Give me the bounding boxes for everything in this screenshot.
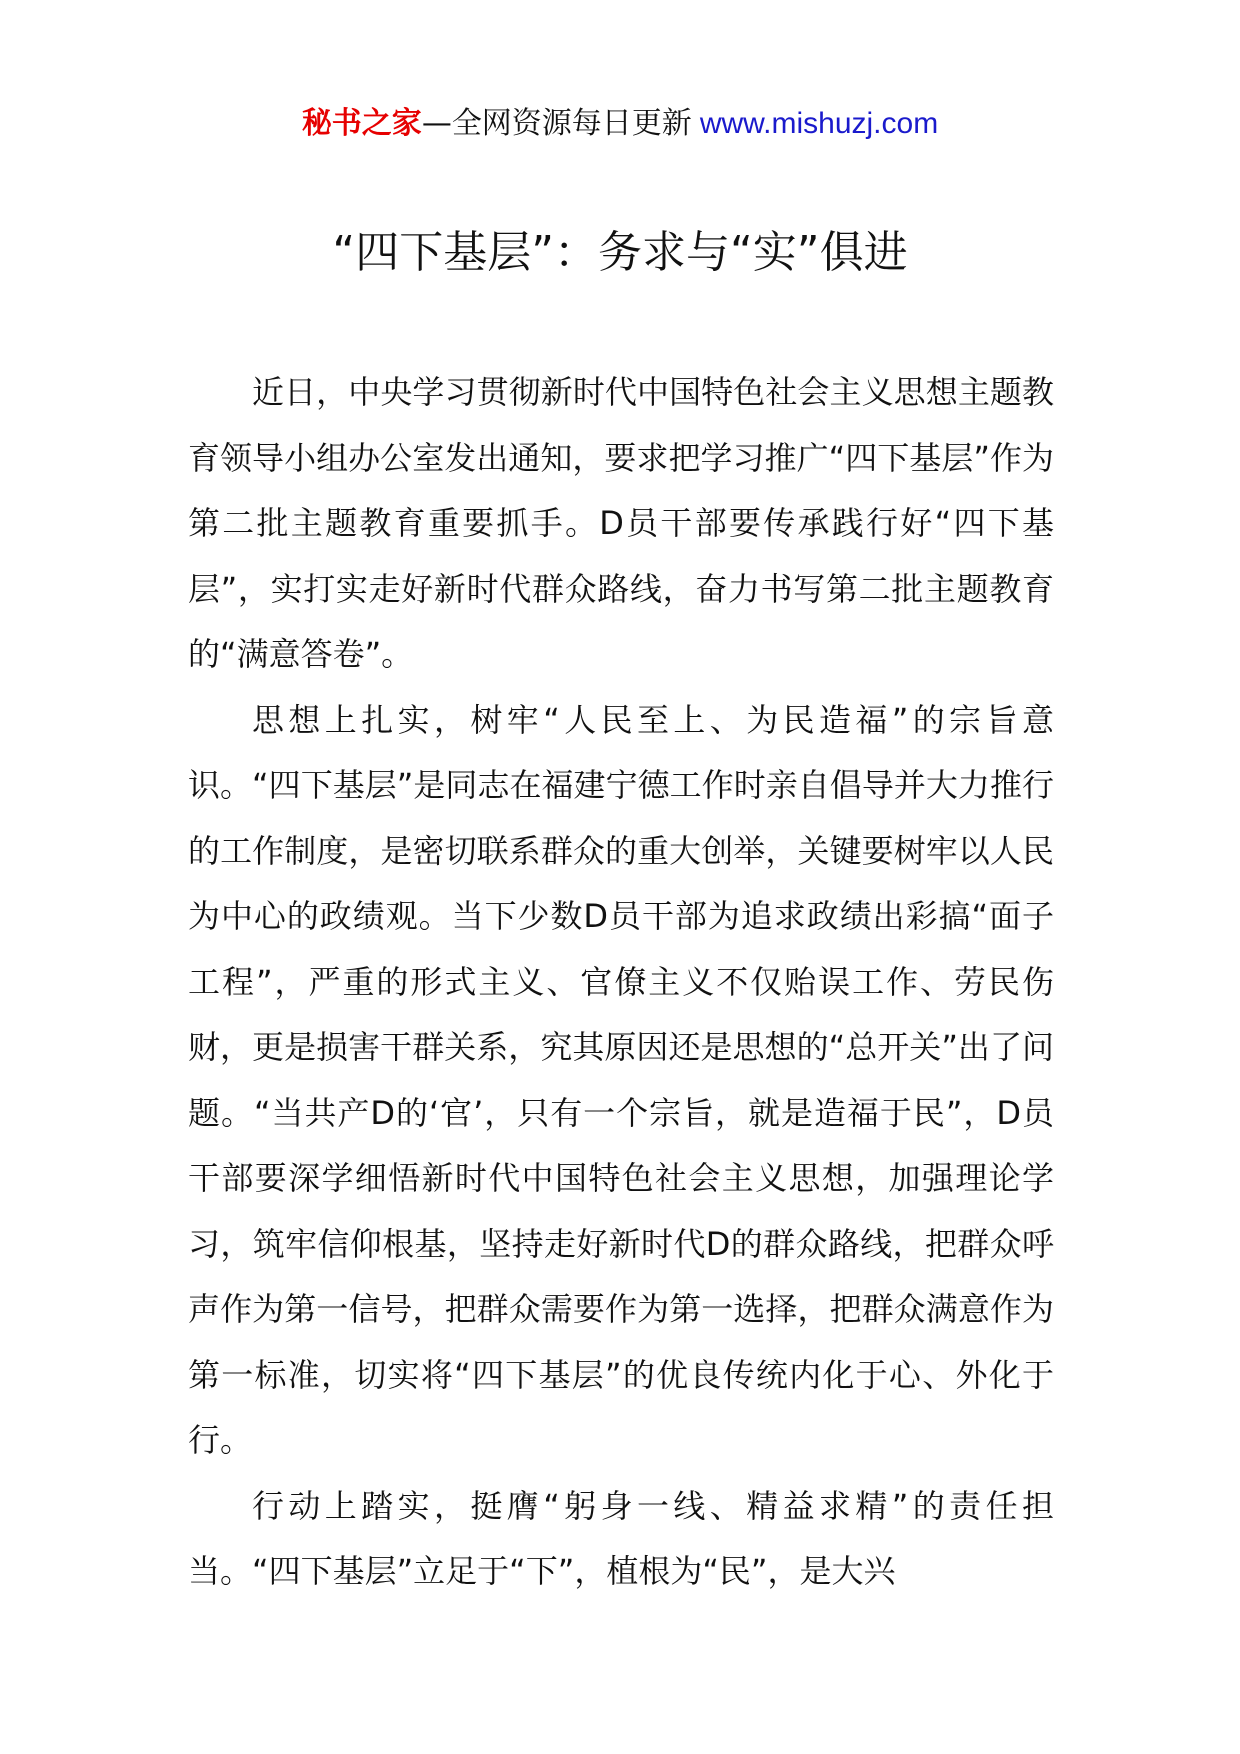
header-slogan: —全网资源每日更新	[421, 106, 692, 141]
article-body	[188, 360, 1054, 1605]
article-title: “四下基层”：务求与“实”俱进	[332, 227, 908, 278]
brand-name: 秘书之家	[301, 106, 422, 141]
site-url-link[interactable]: www.mishuzj.com	[699, 107, 939, 140]
paragraph-action: 行动上踏实，挺膺“躬身一线、精益求精”的责任担当。“四下基层”立足于“下”，植根为“民”，是大兴	[188, 1486, 1054, 1590]
paragraph-ideology: 思想上扎实，树牢“人民至上、为民造福”的宗旨意识。“四下基层”是同志在福建宁德工作时亲自倡导并大力推行的工作制度，是密切联系群众的重大创举，关键要树牢以人民为中心的政绩观。当下少数D员干部为追求政绩出彩搞“面子工程”，严重的形式主义、官僚主义不仅贻误工作、劳民伤财，更是损害干群关系，究其原因还是思想的“总开关”出了问题。“当共产D的‘官’，只有一个宗旨，就是造福于民”，D员干部要深学细悟新时代中国特色社会主义思想，加强理论学习，筑牢信仰根基，坚持走好新时代D的群众路线，把群众呼声作为第一信号，把群众需要作为第一选择，把群众满意作为第一标准，切实将“四下基层”的优良传统内化于心、外化于行。	[188, 700, 1054, 1459]
site-header	[0, 100, 1240, 148]
paragraph-intro: 近日，中央学习贯彻新时代中国特色社会主义思想主题教育领导小组办公室发出通知，要求把学习推广“四下基层”作为第二批主题教育重要抓手。D员干部要传承践行好“四下基层”，实打实走好新时代群众路线，奋力书写第二批主题教育的“满意答卷”。	[188, 373, 1054, 673]
